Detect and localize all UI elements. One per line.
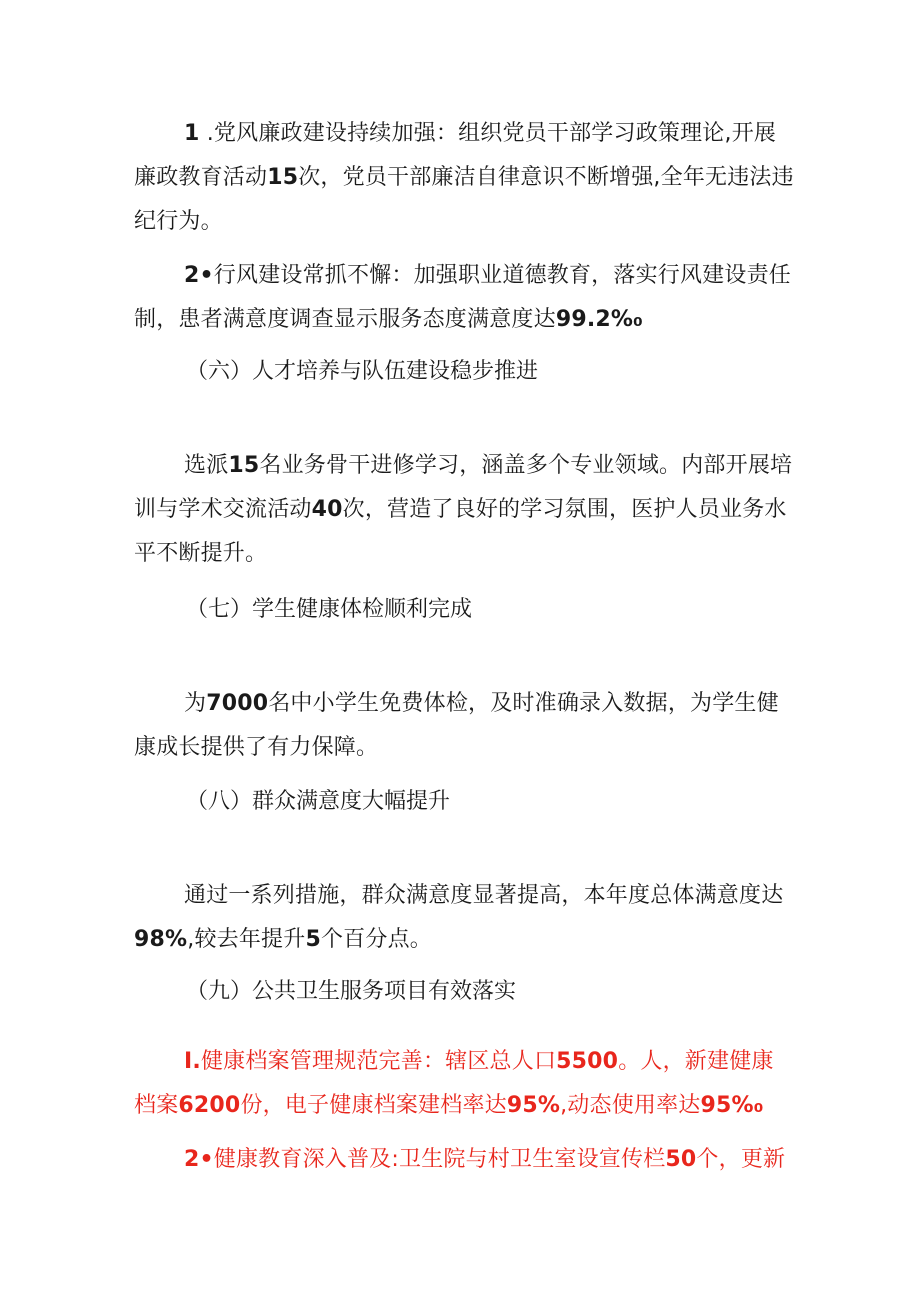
list-number: I.: [184, 1049, 201, 1074]
list-number: 1: [184, 121, 200, 146]
list-number: 2•: [184, 1147, 214, 1172]
paragraph-health-education: 2•健康教育深入普及:卫生院与村卫生室设宣传栏50个，更新: [184, 1147, 786, 1172]
section-heading-9: （九）公共卫生服务项目有效落实: [186, 979, 517, 1004]
paragraph-talent-training: 选派15名业务骨干进修学习，涵盖多个专业领域。内部开展培训与学术交流活动40次，营造了良好的学习氛围，医护人员业务水平不断提升。: [134, 453, 793, 566]
section-heading-7: （七）学生健康体检顺利完成: [186, 597, 473, 622]
section-heading-6: （六）人才培养与队伍建设稳步推进: [186, 359, 539, 384]
paragraph-party-conduct: 1 .党风廉政建设持续加强：组织党员干部学习政策理论,开展廉政教育活动15次，党员干部廉洁自律意识不断增强,全年无违法违纪行为。: [134, 121, 794, 234]
paragraph-health-records: I.健康档案管理规范完善：辖区总人口5500。人，新建健康档案6200份，电子健康档案建档率达95%,动态使用率达95%₀: [134, 1049, 774, 1118]
list-number: 2•: [184, 263, 214, 288]
paragraph-student-checkup: 为7000名中小学生免费体检，及时准确录入数据，为学生健康成长提供了有力保障。: [134, 691, 779, 760]
paragraph-satisfaction: 通过一系列措施，群众满意度显著提高，本年度总体满意度达98%,较去年提升5个百分点。: [134, 883, 784, 952]
paragraph-industry-conduct: 2•行风建设常抓不懈：加强职业道德教育，落实行风建设责任制，患者满意度调查显示服务态度满意度达99.2%₀: [134, 263, 791, 332]
section-heading-8: （八）群众满意度大幅提升: [186, 789, 451, 814]
